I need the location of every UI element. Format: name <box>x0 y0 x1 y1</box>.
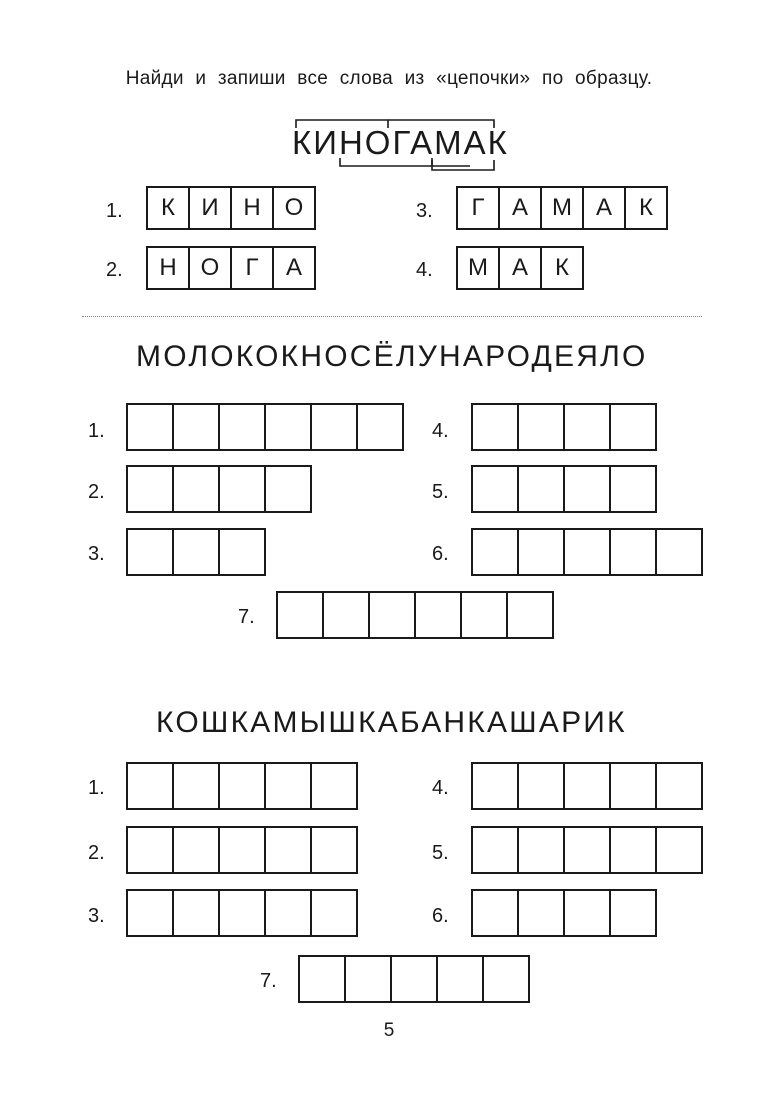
example-word-2 <box>146 246 316 290</box>
answer-box[interactable] <box>609 528 657 576</box>
task2-num-4: 4. <box>432 777 449 799</box>
task1-answer-7[interactable] <box>276 591 554 639</box>
answer-box[interactable] <box>298 955 346 1003</box>
letter-cell: А <box>272 246 316 290</box>
answer-box[interactable] <box>172 889 220 937</box>
answer-box[interactable] <box>218 889 266 937</box>
task2-answer-4[interactable] <box>471 762 703 810</box>
task1-num-4: 4. <box>432 420 449 442</box>
answer-box[interactable] <box>218 826 266 874</box>
answer-box[interactable] <box>264 826 312 874</box>
answer-box[interactable] <box>218 762 266 810</box>
answer-box[interactable] <box>310 889 358 937</box>
letter-cell: О <box>272 186 316 230</box>
answer-box[interactable] <box>517 889 565 937</box>
letter-cell: Г <box>230 246 274 290</box>
answer-box[interactable] <box>517 465 565 513</box>
task1-answer-2[interactable] <box>126 465 312 513</box>
answer-box[interactable] <box>563 465 611 513</box>
task2-answer-2[interactable] <box>126 826 358 874</box>
answer-box[interactable] <box>264 889 312 937</box>
answer-box[interactable] <box>563 528 611 576</box>
task1-num-3: 3. <box>88 543 105 565</box>
answer-box[interactable] <box>563 889 611 937</box>
answer-box[interactable] <box>172 403 220 451</box>
answer-box[interactable] <box>172 465 220 513</box>
task1-answer-5[interactable] <box>471 465 657 513</box>
letter-cell: М <box>540 186 584 230</box>
answer-box[interactable] <box>310 826 358 874</box>
answer-box[interactable] <box>482 955 530 1003</box>
answer-box[interactable] <box>172 528 220 576</box>
answer-box[interactable] <box>390 955 438 1003</box>
letter-cell: А <box>498 246 542 290</box>
letter-cell: Г <box>456 186 500 230</box>
answer-box[interactable] <box>310 403 358 451</box>
letter-cell: А <box>498 186 542 230</box>
answer-box[interactable] <box>264 762 312 810</box>
task2-num-1: 1. <box>88 777 105 799</box>
letter-cell: О <box>188 246 232 290</box>
answer-box[interactable] <box>460 591 508 639</box>
answer-box[interactable] <box>368 591 416 639</box>
task1-answer-6[interactable] <box>471 528 703 576</box>
task1-answer-4[interactable] <box>471 403 657 451</box>
letter-cell: К <box>540 246 584 290</box>
answer-box[interactable] <box>126 762 174 810</box>
example-word-1 <box>146 186 316 230</box>
section-divider <box>82 316 702 317</box>
example-word-3 <box>456 186 668 230</box>
task2-num-7: 7. <box>260 970 277 992</box>
task2-answer-7[interactable] <box>298 955 530 1003</box>
task1-answer-1[interactable] <box>126 403 404 451</box>
letter-cell: Н <box>146 246 190 290</box>
answer-box[interactable] <box>218 403 266 451</box>
answer-box[interactable] <box>517 762 565 810</box>
answer-box[interactable] <box>344 955 392 1003</box>
answer-box[interactable] <box>609 465 657 513</box>
example-num-3: 3. <box>416 200 433 222</box>
answer-box[interactable] <box>126 465 174 513</box>
answer-box[interactable] <box>172 826 220 874</box>
example-num-4: 4. <box>416 259 433 281</box>
task2-answer-6[interactable] <box>471 889 657 937</box>
answer-box[interactable] <box>436 955 484 1003</box>
task2-chain: КОШКАМЫШКАБАНКАШАРИК <box>156 706 627 739</box>
letter-cell: К <box>146 186 190 230</box>
answer-box[interactable] <box>310 762 358 810</box>
answer-box[interactable] <box>126 889 174 937</box>
letter-cell: А <box>582 186 626 230</box>
task1-num-2: 2. <box>88 481 105 503</box>
page-number: 5 <box>383 1020 395 1041</box>
example-word-4 <box>456 246 584 290</box>
task1-answer-3[interactable] <box>126 528 266 576</box>
answer-box[interactable] <box>609 826 657 874</box>
answer-box[interactable] <box>276 591 324 639</box>
task2-answer-5[interactable] <box>471 826 703 874</box>
instruction-text: Найди и запиши все слова из «цепочки» по образцу. <box>125 68 653 89</box>
answer-box[interactable] <box>563 826 611 874</box>
answer-box[interactable] <box>126 528 174 576</box>
answer-box[interactable] <box>563 403 611 451</box>
answer-box[interactable] <box>264 465 312 513</box>
answer-box[interactable] <box>563 762 611 810</box>
answer-box[interactable] <box>414 591 462 639</box>
letter-cell: И <box>188 186 232 230</box>
answer-box[interactable] <box>609 762 657 810</box>
answer-box[interactable] <box>471 528 519 576</box>
task1-num-6: 6. <box>432 543 449 565</box>
example-chain: КИНОГАМАК <box>292 124 509 161</box>
task2-num-6: 6. <box>432 905 449 927</box>
answer-box[interactable] <box>517 403 565 451</box>
answer-box[interactable] <box>172 762 220 810</box>
answer-box[interactable] <box>471 762 519 810</box>
task2-answer-1[interactable] <box>126 762 358 810</box>
answer-box[interactable] <box>609 403 657 451</box>
example-num-1: 1. <box>106 200 123 222</box>
answer-box[interactable] <box>264 403 312 451</box>
answer-box[interactable] <box>471 889 519 937</box>
answer-box[interactable] <box>471 465 519 513</box>
answer-box[interactable] <box>471 826 519 874</box>
task2-num-5: 5. <box>432 842 449 864</box>
answer-box[interactable] <box>126 403 174 451</box>
answer-box[interactable] <box>356 403 404 451</box>
chain-brackets <box>0 0 778 200</box>
answer-box[interactable] <box>655 528 703 576</box>
answer-box[interactable] <box>655 762 703 810</box>
letter-cell: Н <box>230 186 274 230</box>
letter-cell: М <box>456 246 500 290</box>
answer-box[interactable] <box>517 528 565 576</box>
answer-box[interactable] <box>506 591 554 639</box>
letter-cell: К <box>624 186 668 230</box>
answer-box[interactable] <box>218 465 266 513</box>
task1-num-1: 1. <box>88 420 105 442</box>
task2-num-2: 2. <box>88 842 105 864</box>
answer-box[interactable] <box>322 591 370 639</box>
task1-num-7: 7. <box>238 606 255 628</box>
answer-box[interactable] <box>655 826 703 874</box>
answer-box[interactable] <box>218 528 266 576</box>
task1-chain: МОЛОКОКНОСЁЛУНАРОДЕЯЛО <box>136 340 648 373</box>
task2-answer-3[interactable] <box>126 889 358 937</box>
answer-box[interactable] <box>471 403 519 451</box>
task2-num-3: 3. <box>88 905 105 927</box>
example-num-2: 2. <box>106 259 123 281</box>
answer-box[interactable] <box>609 889 657 937</box>
answer-box[interactable] <box>517 826 565 874</box>
answer-box[interactable] <box>126 826 174 874</box>
task1-num-5: 5. <box>432 481 449 503</box>
